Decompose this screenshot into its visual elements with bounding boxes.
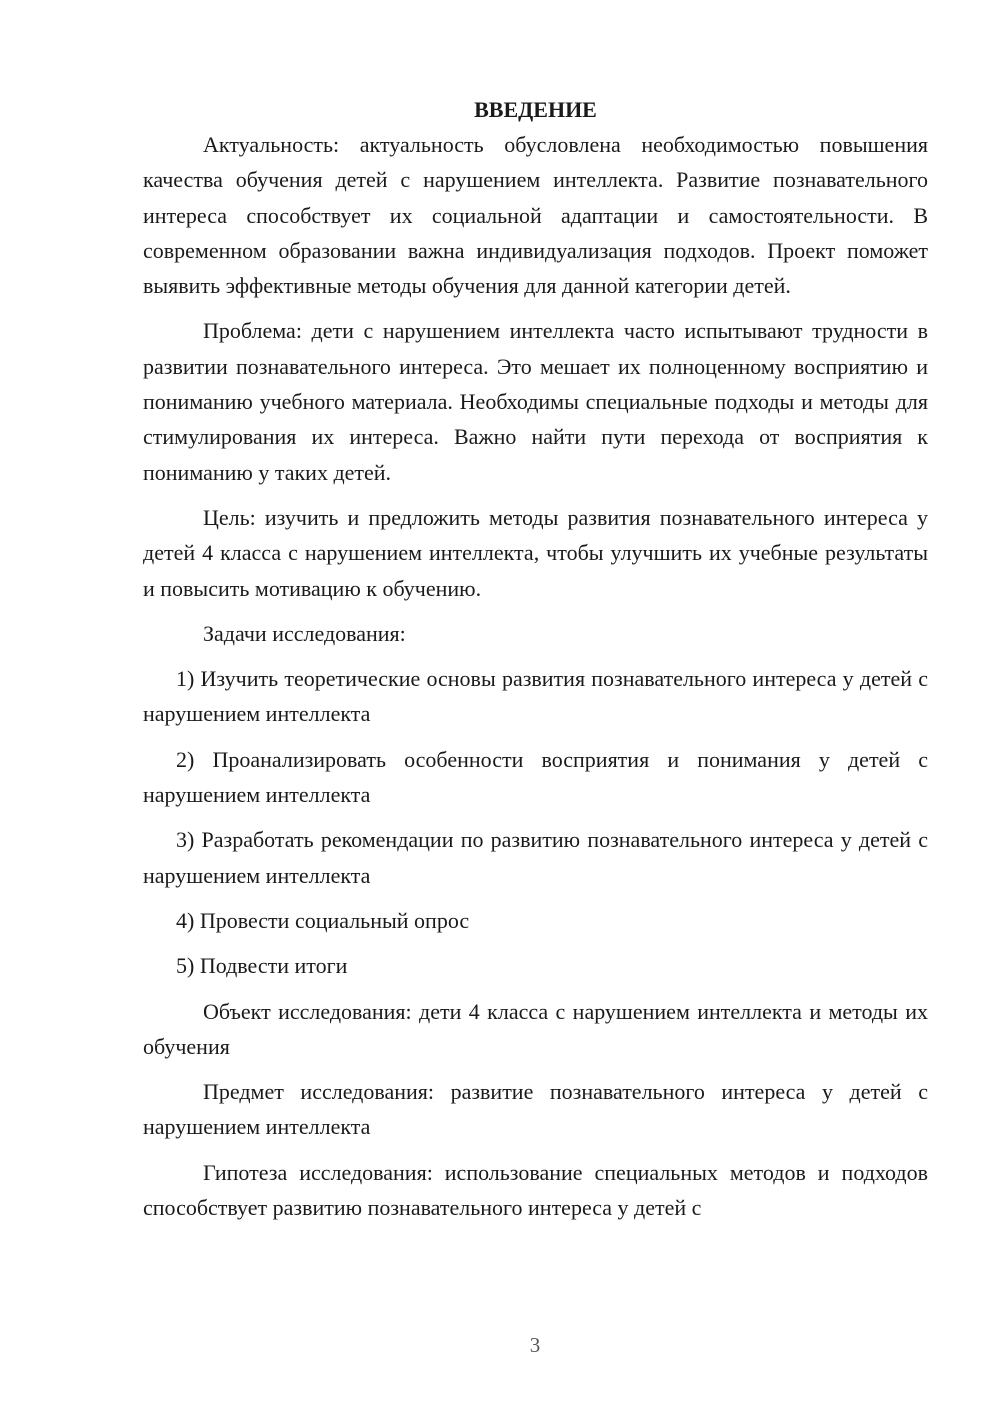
list-item-task-3: 3) Разработать рекомендации по развитию познавательного интереса у детей с нарушением интеллекта [143, 827, 928, 888]
list-item-task-4: 4) Провести социальный опрос [176, 907, 470, 933]
paragraph-object: Объект исследования: дети 4 класса с нарушением интеллекта и методы их обучения [143, 998, 928, 1059]
paragraph-hypothesis: Гипотеза исследования: использование специальных методов и подходов способствует развитию познавательного интереса у детей с [143, 1159, 928, 1221]
paragraph-problem: Проблема: дети с нарушением интеллекта часто испытывают трудности в развитии познавательного интереса. Это мешает их полноценному восприятию и пониманию учебного материала. Необходимы специальные подходы и методы для стимулирования их интереса. Важно найти пути перехода от восприятия к пониманию у таких детей. [143, 318, 928, 485]
tasks-heading: Задачи исследования: [203, 620, 406, 646]
list-item-task-1: 1) Изучить теоретические основы развития познавательного интереса у детей с нарушением интеллекта [143, 666, 928, 727]
list-item-task-2: 2) Проанализировать особенности восприятия и понимания у детей с нарушением интеллекта [143, 746, 928, 808]
document-page [143, 92, 928, 1235]
paragraph-relevance: Актуальность: актуальность обусловлена необходимостью повышения качества обучения детей с нарушением интеллекта. Развитие познавательного интереса способствует их социальной адаптации и самостоятельности. В современном образовании важна индивидуализация подходов. Проект поможет выявить эффективные методы обучения для данной категории детей. [143, 132, 928, 299]
paragraph-subject: Предмет исследования: развитие познавательного интереса у детей с нарушением интеллекта [143, 1079, 928, 1140]
list-item-task-5: 5) Подвести итоги [176, 953, 348, 979]
page-number: 3 [529, 1333, 541, 1357]
paragraph-goal: Цель: изучить и предложить методы развития познавательного интереса у детей 4 класса с нарушением интеллекта, чтобы улучшить их учебные результаты и повысить мотивацию к обучению. [143, 504, 928, 601]
page-title: ВВЕДЕНИЕ [474, 97, 597, 122]
